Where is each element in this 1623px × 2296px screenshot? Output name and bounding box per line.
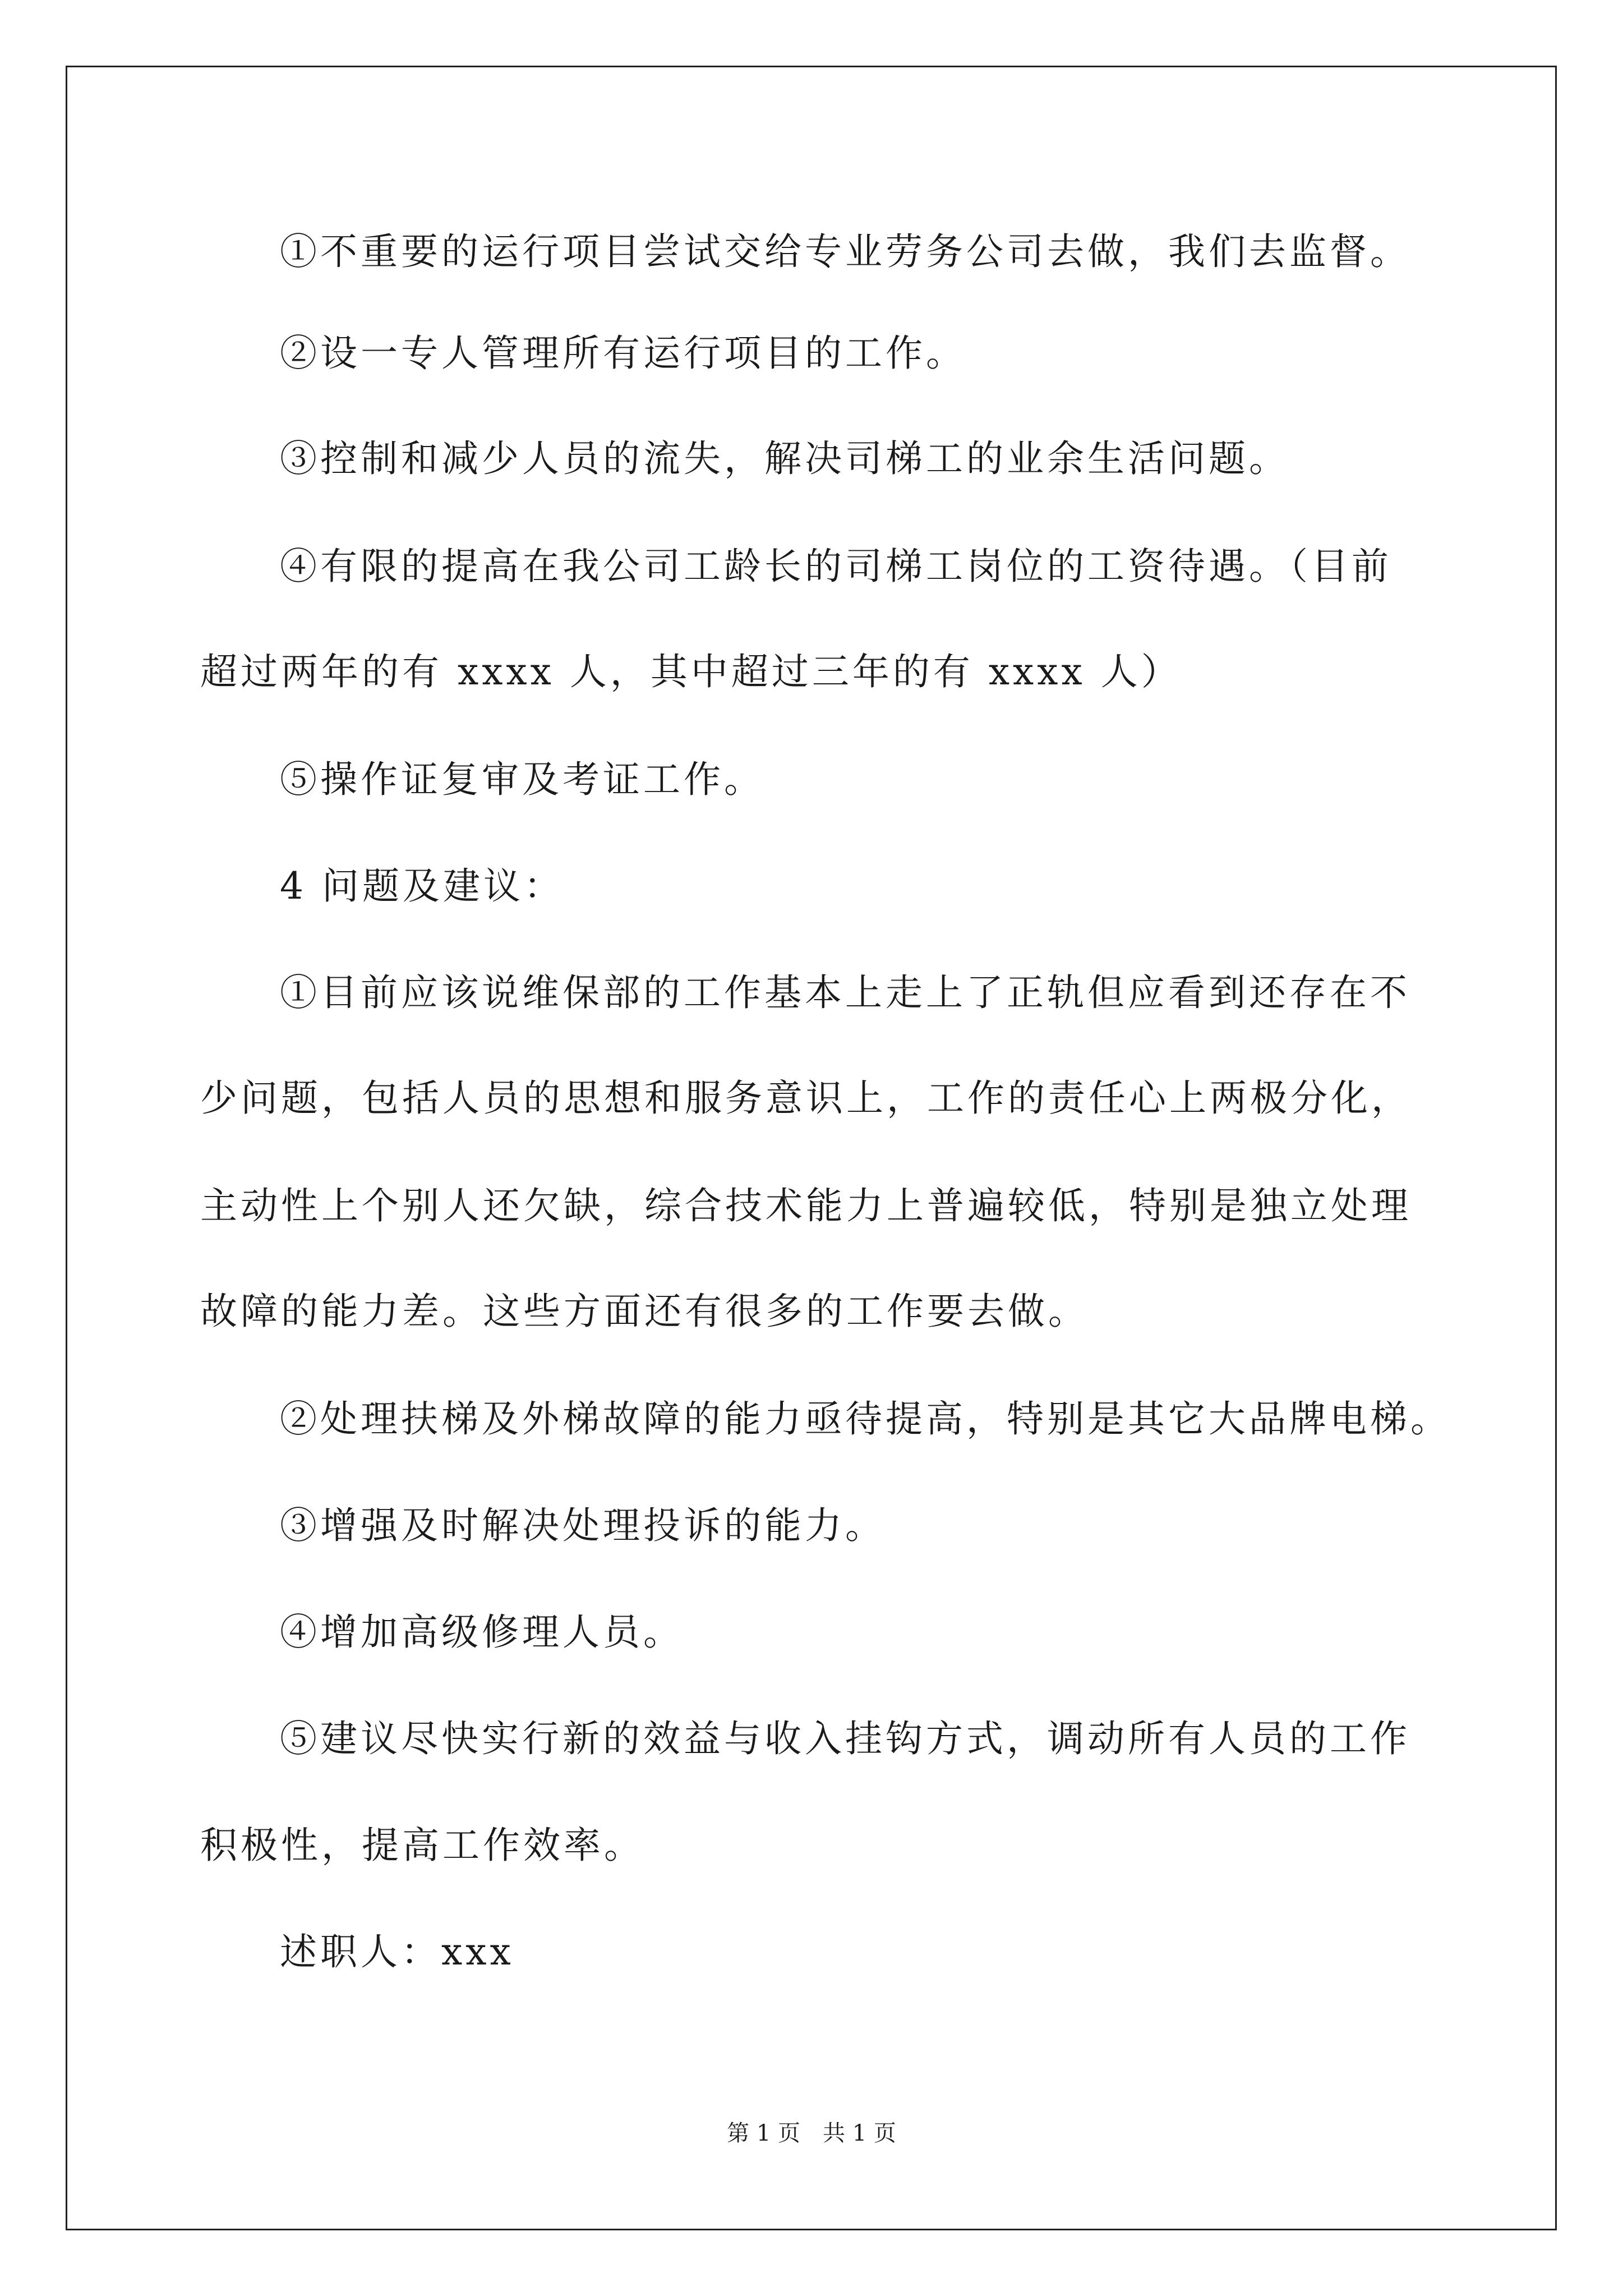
paragraph-line: ①目前应该说维保部的工作基本上走上了正轨但应看到还存在不 [280,971,1410,1014]
paragraph-line: 少问题，包括人员的思想和服务意识上，工作的责任心上两极分化， [200,1076,1412,1120]
paragraph-line: ⑤操作证复审及考证工作。 [280,758,764,801]
signature-line: 述职人：xxx [280,1930,514,1973]
paragraph-line: 积极性，提高工作效率。 [200,1824,644,1867]
section-heading: 4 问题及建议： [280,864,564,908]
paragraph-line: ④有限的提高在我公司工龄长的司梯工岗位的工资待遇。（目前 [280,545,1392,588]
paragraph-line: ①不重要的运行项目尝试交给专业劳务公司去做，我们去监督。 [280,230,1410,273]
paragraph-line: ③控制和减少人员的流失，解决司梯工的业余生活问题。 [280,437,1289,480]
paragraph-line: ⑤建议尽快实行新的效益与收入挂钩方式，调动所有人员的工作 [280,1717,1410,1760]
paragraph-line: ②处理扶梯及外梯故障的能力亟待提高，特别是其它大品牌电梯。 [280,1397,1451,1441]
paragraph-line: ④增加高级修理人员。 [280,1611,684,1654]
page-number: 第 1 页 共 1 页 [727,2120,896,2146]
paragraph-line: 超过两年的有 xxxx 人，其中超过三年的有 xxxx 人） [200,650,1182,693]
page-border [66,66,1557,2230]
paragraph-line: ②设一专人管理所有运行项目的工作。 [280,332,966,375]
paragraph-line: ③增强及时解决处理投诉的能力。 [280,1504,886,1547]
paragraph-line: 主动性上个别人还欠缺，综合技术能力上普遍较低，特别是独立处理 [200,1184,1412,1227]
paragraph-line: 故障的能力差。这些方面还有很多的工作要去做。 [200,1290,1089,1333]
